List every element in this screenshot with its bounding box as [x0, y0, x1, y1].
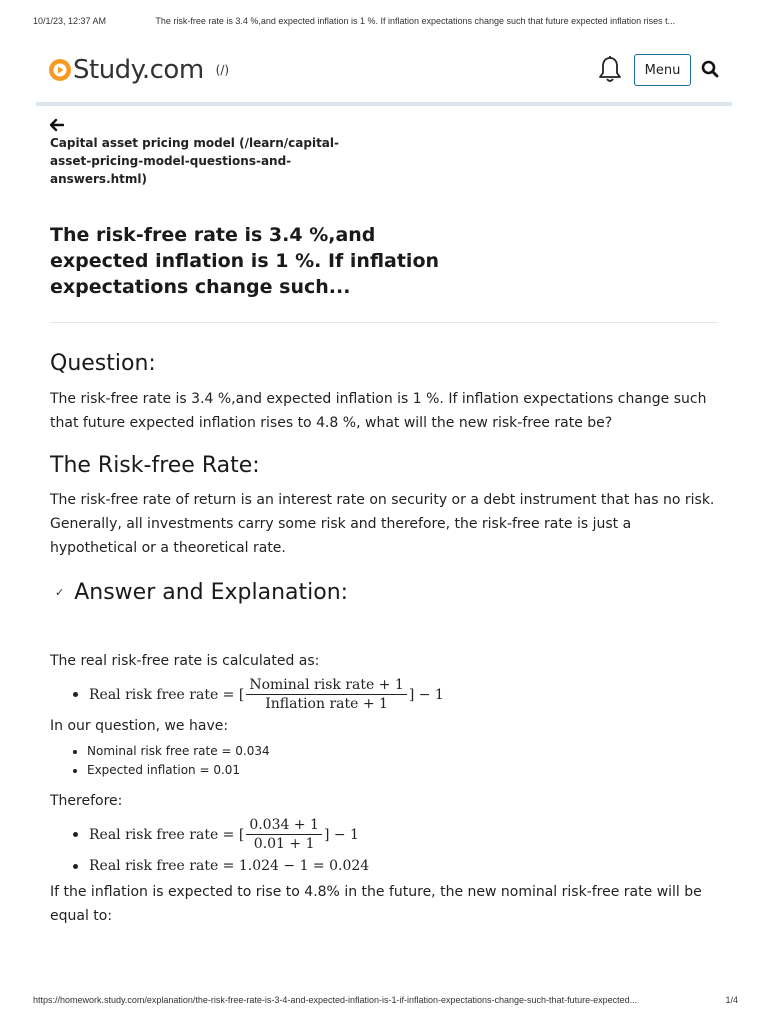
back-arrow-icon[interactable]: [50, 114, 720, 134]
risk-free-text: The risk-free rate of return is an interest rate on security or a debt instrument that has no risk. Generally, all investments carry some risk and therefore, the risk-free rate is just a hypothetical or a theoretical rate.: [50, 492, 715, 556]
divider: [50, 322, 718, 323]
print-doc-title: The risk-free rate is 3.4 %,and expected inflation is 1 %. If inflation expectations change such that future expected inflation rises t...: [155, 16, 676, 26]
given-list: [50, 742, 720, 780]
formula-rhs: ] − 1: [408, 686, 444, 703]
real-rate-intro: The real risk-free rate is calculated as:: [50, 653, 320, 669]
list-item: • Expected inflation = 0.01: [87, 761, 720, 780]
print-page-number: 1/4: [725, 995, 738, 1005]
risk-free-heading: The Risk-free Rate:: [50, 453, 260, 478]
therefore-text: Therefore:: [50, 793, 123, 809]
answer-heading-label: Answer and Explanation:: [74, 580, 349, 605]
formula-substituted: [50, 817, 720, 852]
fraction-numerator: Nominal risk rate + 1: [246, 677, 407, 695]
formula-rhs: ] − 1: [323, 826, 359, 843]
fraction-denominator: 0.01 + 1: [253, 836, 315, 852]
formula-lhs: Real risk free rate = [: [89, 686, 245, 703]
menu-button[interactable]: Menu: [634, 54, 691, 86]
breadcrumb[interactable]: Capital asset pricing model (/learn/capital-asset-pricing-model-questions-and-answers.html): [50, 136, 339, 186]
question-text: The risk-free rate is 3.4 %,and expected inflation is 1 %. If inflation expectations change such that future expected inflation rises to 4.8 %, what will the new risk-free rate be?: [50, 391, 707, 431]
bullet: [73, 864, 78, 869]
logo-text: Study.com: [73, 55, 204, 85]
answer-heading[interactable]: [50, 580, 720, 605]
bullet: [73, 692, 78, 697]
formula-real-rate: [50, 677, 720, 712]
formula-result-text: Real risk free rate = 1.024 − 1 = 0.024: [89, 858, 370, 874]
question-heading: Question:: [50, 351, 156, 376]
bell-icon[interactable]: [597, 55, 623, 89]
fraction: [246, 677, 407, 712]
page-title: The risk-free rate is 3.4 %,and expected inflation is 1 %. If inflation expectations change such...: [50, 224, 440, 298]
formula-lhs: Real risk free rate = [: [89, 826, 245, 843]
fraction-numerator: 0.034 + 1: [246, 817, 322, 835]
print-footer: [33, 995, 738, 1005]
in-question-text: In our question, we have:: [50, 718, 229, 734]
site-header: [36, 50, 732, 106]
search-icon[interactable]: [701, 60, 719, 82]
play-logo-icon: [49, 59, 71, 81]
site-logo[interactable]: [49, 55, 229, 85]
print-datetime: 10/1/23, 12:37 AM: [33, 16, 107, 26]
fraction-denominator: Inflation rate + 1: [265, 696, 388, 712]
bullet: [73, 832, 78, 837]
main-content: [50, 114, 720, 928]
formula-result: [50, 858, 720, 874]
logo-link[interactable]: (/): [215, 63, 230, 77]
chevron-down-icon[interactable]: ✓: [55, 586, 65, 599]
print-url: https://homework.study.com/explanation/the-risk-free-rate-is-3-4-and-expected-inflation-is-1-if-inflation-expectations-change-such-that-future-expected...: [33, 995, 638, 1005]
inflation-rise-text: If the inflation is expected to rise to 4.8% in the future, the new nominal risk-free rate will be equal to:: [50, 884, 702, 924]
list-item: • Nominal risk free rate = 0.034: [87, 742, 720, 761]
fraction: [246, 817, 322, 852]
print-header: [33, 16, 738, 26]
